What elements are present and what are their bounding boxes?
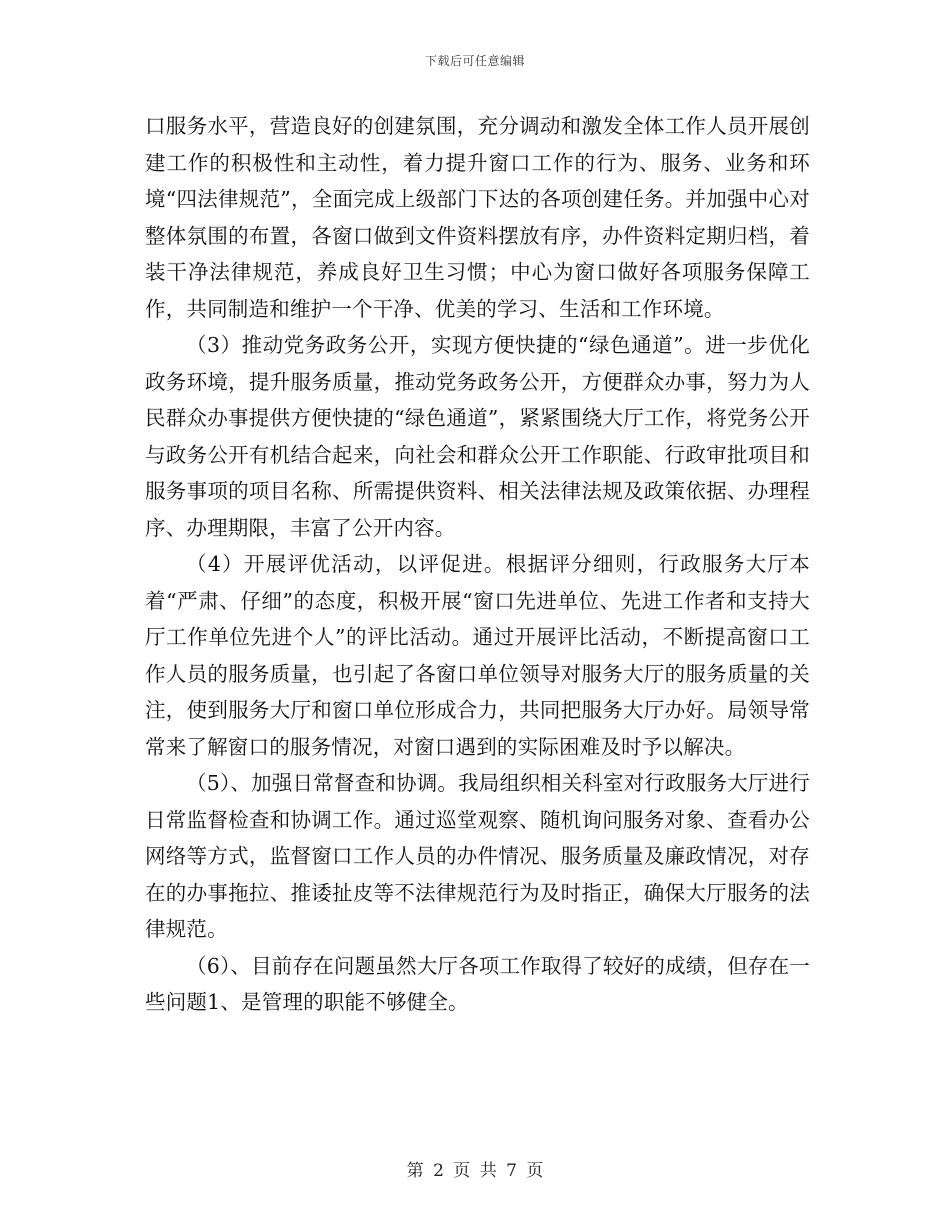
paragraph-item-5: （5）、加强日常督查和协调。我局组织相关科室对行政服务大厅进行日常监督检查和协调工作。通过巡堂观察、随机询问服务对象、查看办公网络等方式，监督窗口工作人员的办件情况、服务质量及廉政情况，对存在的办事拖拉、推诿扯皮等不法律规范行为及时指正，确保大厅服务的法律规范。 <box>145 771 810 941</box>
paragraph-item-6: （6）、目前存在问题虽然大厅各项工作取得了较好的成绩，但存在一些问题1、是管理的职能不够健全。 <box>145 953 810 1014</box>
paragraph-continuation: 口服务水平，营造良好的创建氛围，充分调动和激发全体工作人员开展创建工作的积极性和主动性，着力提升窗口工作的行为、服务、业务和环境“四法律规范”，全面完成上级部门下达的各项创建任务。并加强中心对整体氛围的布置，各窗口做到文件资料摆放有序，办件资料定期归档，着装干净法律规范，养成良好卫生习惯；中心为窗口做好各项服务保障工作，共同制造和维护一个干净、优美的学习、生活和工作环境。 <box>145 114 810 321</box>
paragraph-item-3: （3）推动党务政务公开，实现方便快捷的“绿色通道”。进一步优化政务环境，提升服务质量，推动党务政务公开，方便群众办事，努力为人民群众办事提供方便快捷的“绿色通道”，紧紧围绕大厅工作，将党务公开与政务公开有机结合起来，向社会和群众公开工作职能、行政审批项目和服务事项的项目名称、所需提供资料、相关法律法规及政策依据、办理程序、办理期限，丰富了公开内容。 <box>145 333 810 540</box>
paragraph-item-4: （4）开展评优活动，以评促进。根据评分细则，行政服务大厅本着“严肃、仔细”的态度，积极开展“窗口先进单位、先进工作者和支持大厅工作单位先进个人”的评比活动。通过开展评比活动，不断提高窗口工作人员的服务质量，也引起了各窗口单位领导对服务大厅的服务质量的关注，使到服务大厅和窗口单位形成合力，共同把服务大厅办好。局领导常常来了解窗口的服务情况，对窗口遇到的实际困难及时予以解决。 <box>145 552 810 759</box>
document-body <box>145 108 810 1021</box>
page-number-footer: 第 2 页 共 7 页 <box>406 1161 544 1181</box>
page-header: 下载后可任意编辑 <box>424 54 525 68</box>
